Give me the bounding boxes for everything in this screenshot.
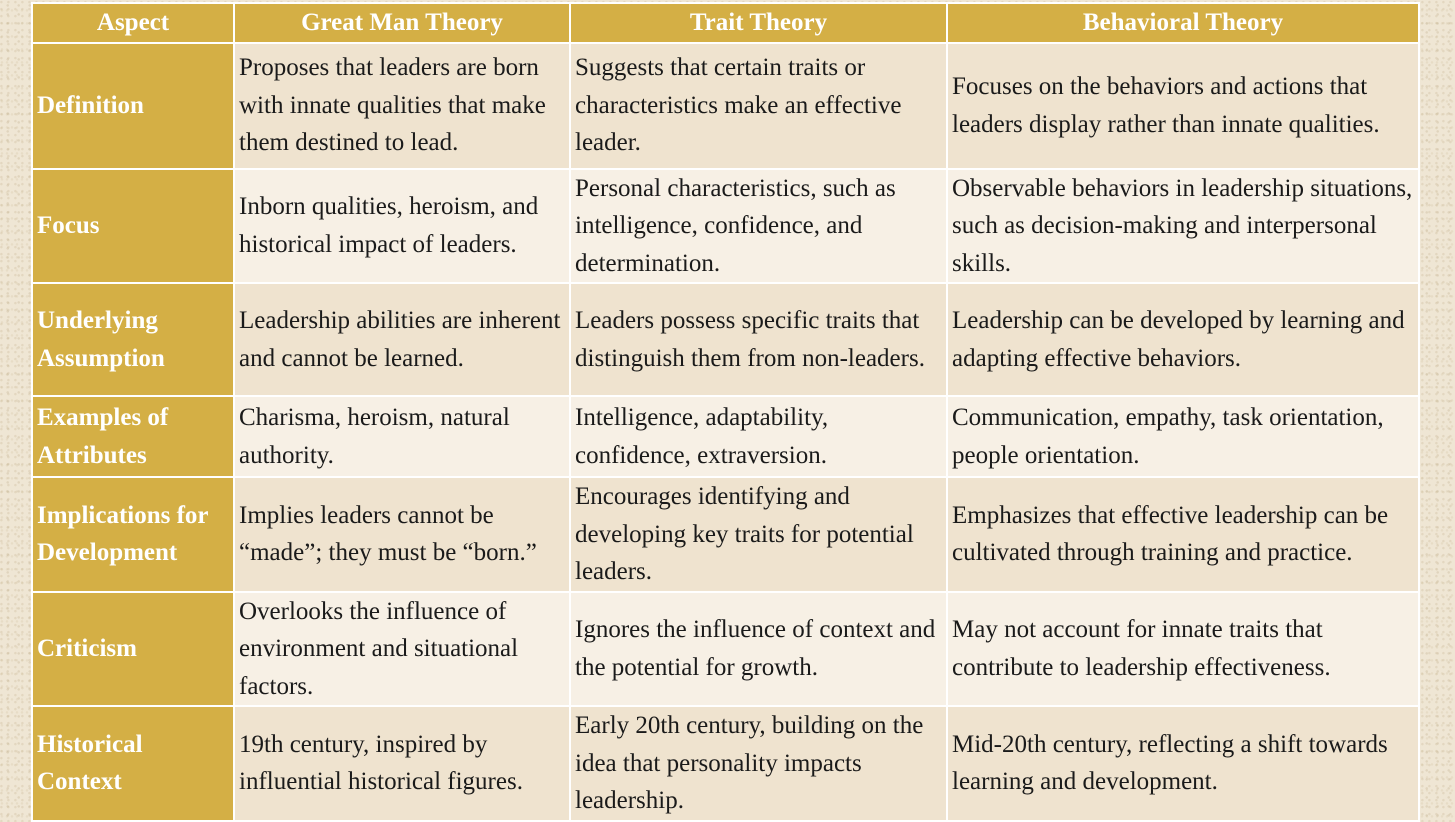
row-label-implications-for-development: Implications for Development (32, 477, 234, 592)
cell-trait: Personal characteristics, such as intelligence, confidence, and determination. (570, 169, 947, 284)
leadership-theories-table (31, 2, 1420, 822)
cell-trait: Suggests that certain traits or characteristics make an effective leader. (570, 43, 947, 169)
cell-trait: Leaders possess specific traits that distinguish them from non-leaders. (570, 283, 947, 396)
table-row (32, 169, 1419, 284)
cell-trait: Early 20th century, building on the idea that personality impacts leadership. (570, 706, 947, 821)
row-label-definition: Definition (32, 43, 234, 169)
header-row (32, 3, 1419, 43)
cell-great-man: Leadership abilities are inherent and cannot be learned. (234, 283, 570, 396)
row-label-examples-of-attributes: Examples of Attributes (32, 396, 234, 477)
header-trait-theory: Trait Theory (570, 3, 947, 43)
cell-great-man: Overlooks the influence of environment and situational factors. (234, 592, 570, 707)
row-label-historical-context: Historical Context (32, 706, 234, 821)
header-behavioral-theory: Behavioral Theory (947, 3, 1419, 43)
cell-behavioral: Mid-20th century, reflecting a shift towards learning and development. (947, 706, 1419, 821)
row-label-criticism: Criticism (32, 592, 234, 707)
cell-great-man: 19th century, inspired by influential historical figures. (234, 706, 570, 821)
table-row (32, 283, 1419, 396)
cell-behavioral: Focuses on the behaviors and actions that leaders display rather than innate qualities. (947, 43, 1419, 169)
cell-great-man: Charisma, heroism, natural authority. (234, 396, 570, 477)
cell-trait: Intelligence, adaptability, confidence, extraversion. (570, 396, 947, 477)
cell-trait: Ignores the influence of context and the potential for growth. (570, 592, 947, 707)
table-row (32, 477, 1419, 592)
cell-trait: Encourages identifying and developing key traits for potential leaders. (570, 477, 947, 592)
row-label-focus: Focus (32, 169, 234, 284)
cell-behavioral: Observable behaviors in leadership situations, such as decision-making and interpersonal skills. (947, 169, 1419, 284)
cell-behavioral: Communication, empathy, task orientation, people orientation. (947, 396, 1419, 477)
table-row (32, 43, 1419, 169)
table-row (32, 396, 1419, 477)
cell-great-man: Inborn qualities, heroism, and historical impact of leaders. (234, 169, 570, 284)
header-great-man-theory: Great Man Theory (234, 3, 570, 43)
background-margin (1418, 0, 1455, 816)
cell-behavioral: Emphasizes that effective leadership can be cultivated through training and practice. (947, 477, 1419, 592)
cell-behavioral: Leadership can be developed by learning and adapting effective behaviors. (947, 283, 1419, 396)
table-row (32, 706, 1419, 821)
cell-behavioral: May not account for innate traits that contribute to leadership effectiveness. (947, 592, 1419, 707)
table-row (32, 592, 1419, 707)
row-label-underlying-assumption: Underlying Assumption (32, 283, 234, 396)
comparison-table-wrapper (31, 2, 1418, 822)
cell-great-man: Implies leaders cannot be “made”; they must be “born.” (234, 477, 570, 592)
header-aspect: Aspect (32, 3, 234, 43)
cell-great-man: Proposes that leaders are born with innate qualities that make them destined to lead. (234, 43, 570, 169)
